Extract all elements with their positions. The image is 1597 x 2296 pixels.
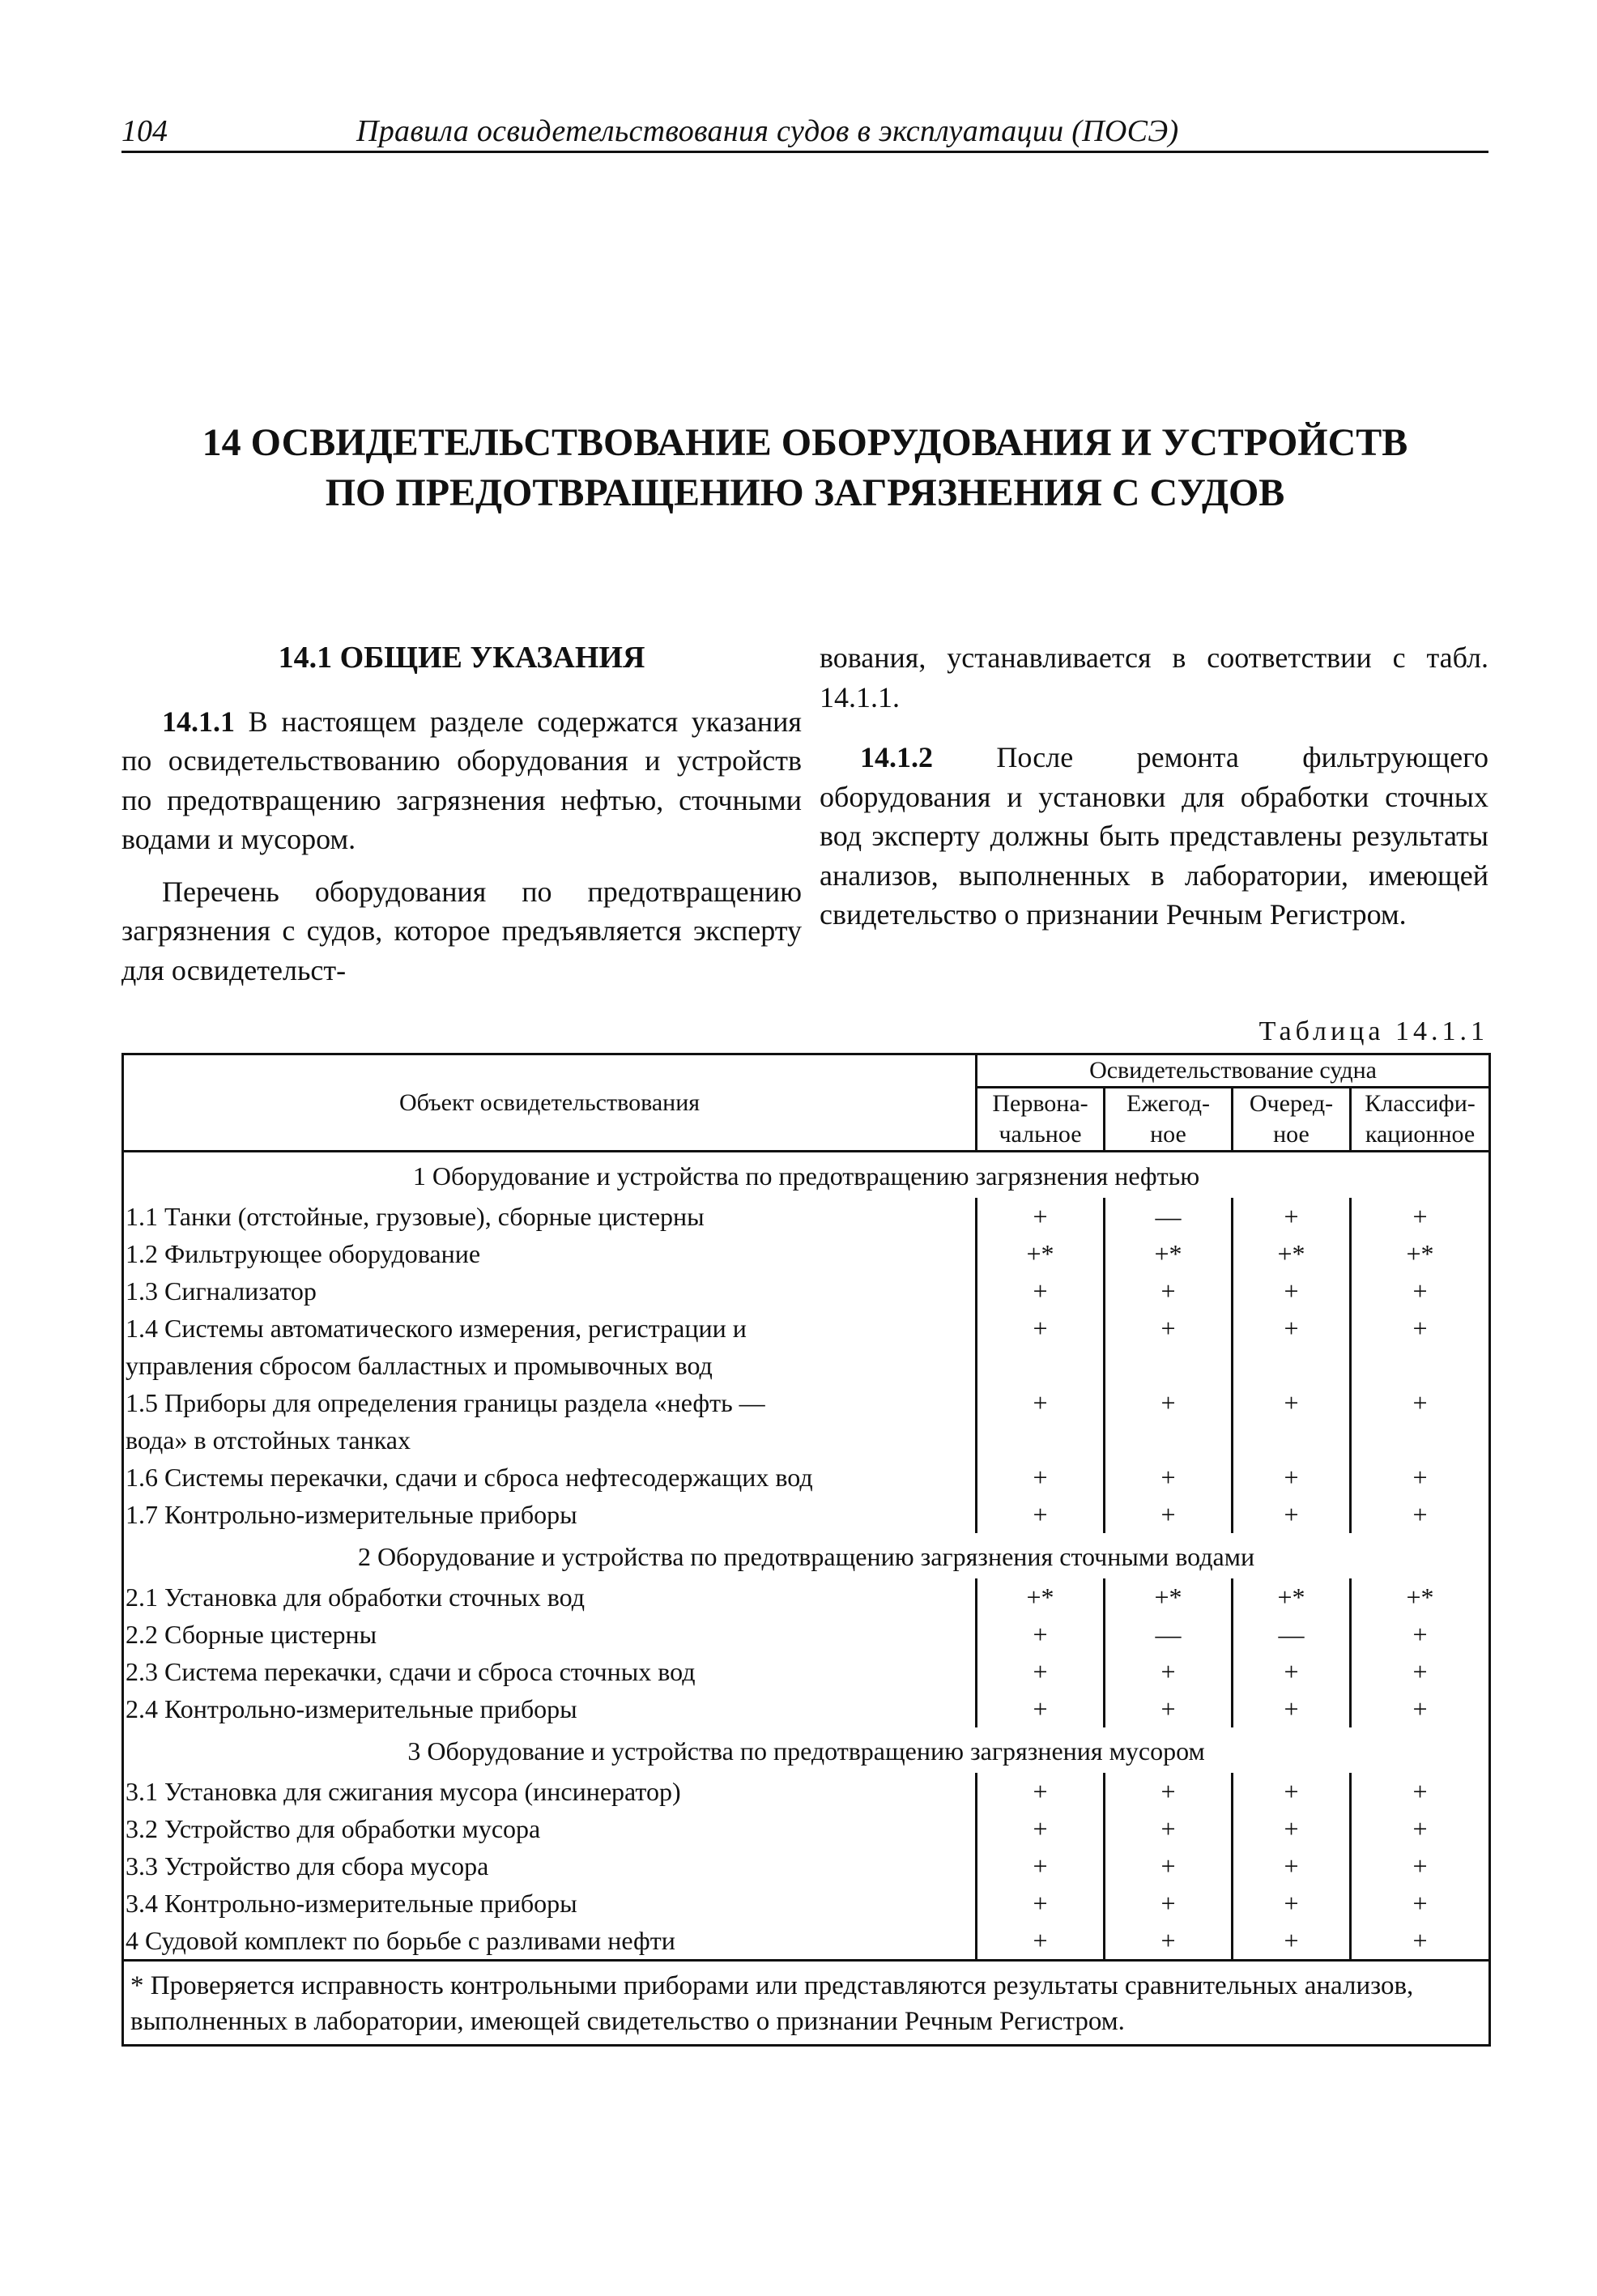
table-row — [123, 1885, 1490, 1922]
column-header — [1105, 1088, 1233, 1152]
column-header-line2: чальное — [999, 1121, 1082, 1148]
survey-mark: + — [1105, 1310, 1233, 1384]
survey-mark: +* — [1105, 1235, 1233, 1272]
object-column-header: Объект освидетельствования — [123, 1054, 977, 1152]
group-row — [123, 1727, 1490, 1773]
survey-mark: + — [977, 1690, 1105, 1727]
object-text: 1.1 Танки (отстойные, грузовые), сборные цистерны — [126, 1202, 705, 1231]
table-row — [123, 1496, 1490, 1533]
paragraph-14-1-2 — [820, 738, 1488, 935]
survey-mark: +* — [1233, 1235, 1351, 1272]
survey-mark: + — [977, 1773, 1105, 1810]
chapter-title-line2: ПО ПРЕДОТВРАЩЕНИЮ ЗАГРЯЗНЕНИЯ С СУДОВ — [325, 471, 1285, 514]
section-heading: 14.1 ОБЩИЕ УКАЗАНИЯ — [278, 641, 645, 675]
survey-mark: + — [1351, 1496, 1490, 1533]
survey-mark: + — [1233, 1496, 1351, 1533]
group-row — [123, 1533, 1490, 1578]
object-text: 1.6 Системы перекачки, сдачи и сброса нефтесодержащих вод — [126, 1463, 813, 1492]
object-text: 2.1 Установка для обработки сточных вод — [126, 1582, 585, 1612]
object-text: 2.3 Система перекачки, сдачи и сброса сточных вод — [126, 1657, 696, 1686]
survey-mark: + — [1233, 1922, 1351, 1961]
object-cell — [123, 1310, 977, 1384]
page-number: 104 — [121, 114, 168, 148]
column-header-line1: Первона- — [992, 1090, 1088, 1117]
table-row — [123, 1310, 1490, 1384]
object-cell — [123, 1384, 977, 1459]
survey-mark: + — [1105, 1847, 1233, 1885]
object-text: 1.7 Контрольно-измерительные приборы — [126, 1500, 577, 1529]
survey-mark: + — [1351, 1616, 1490, 1653]
survey-mark: + — [1351, 1847, 1490, 1885]
survey-mark: + — [977, 1459, 1105, 1496]
object-text: 3.3 Устройство для сбора мусора — [126, 1851, 489, 1881]
survey-mark: — — [1233, 1616, 1351, 1653]
object-text: 4 Судовой комплект по борьбе с разливами нефти — [126, 1926, 675, 1955]
survey-mark: +* — [977, 1235, 1105, 1272]
survey-mark: + — [1105, 1690, 1233, 1727]
survey-mark: + — [1233, 1885, 1351, 1922]
table-row — [123, 1690, 1490, 1727]
survey-mark: + — [1351, 1653, 1490, 1690]
survey-mark: + — [1351, 1922, 1490, 1961]
survey-mark: — — [1105, 1616, 1233, 1653]
object-text: 1.3 Сигнализатор — [126, 1276, 317, 1306]
survey-mark: + — [1351, 1384, 1490, 1459]
object-cell — [123, 1690, 977, 1727]
survey-mark: + — [1233, 1198, 1351, 1235]
object-text: 2.4 Контрольно-измерительные приборы — [126, 1694, 577, 1723]
object-cell — [123, 1885, 977, 1922]
table-footnote: * Проверяется исправность контрольными приборами или представляются результаты сравнительных анализов, выполненных в лаборатории, имеющей свидетельство о признании Речным Регистром. — [123, 1961, 1490, 2046]
survey-mark: + — [1105, 1922, 1233, 1961]
table-row — [123, 1922, 1490, 1961]
object-text-cont: управления сбросом балластных и промывочных вод — [126, 1351, 713, 1380]
table-row — [123, 1459, 1490, 1496]
survey-mark: + — [1105, 1773, 1233, 1810]
table-row — [123, 1272, 1490, 1310]
survey-mark: + — [1105, 1272, 1233, 1310]
column-header — [977, 1088, 1105, 1152]
column-header-line2: ное — [1150, 1121, 1186, 1148]
survey-mark: + — [977, 1272, 1105, 1310]
table-row — [123, 1773, 1490, 1810]
object-cell — [123, 1616, 977, 1653]
footnote-row — [123, 1961, 1490, 2046]
survey-mark: + — [977, 1653, 1105, 1690]
object-cell — [123, 1578, 977, 1616]
survey-mark: +* — [977, 1578, 1105, 1616]
survey-mark: + — [1351, 1310, 1490, 1384]
survey-mark: — — [1105, 1198, 1233, 1235]
survey-mark: + — [1351, 1690, 1490, 1727]
object-cell — [123, 1198, 977, 1235]
survey-mark: + — [977, 1496, 1105, 1533]
table-row — [123, 1616, 1490, 1653]
survey-mark: + — [977, 1616, 1105, 1653]
object-text: 3.2 Устройство для обработки мусора — [126, 1814, 541, 1843]
object-cell — [123, 1773, 977, 1810]
table-row — [123, 1847, 1490, 1885]
survey-mark: + — [1105, 1496, 1233, 1533]
group-row — [123, 1152, 1490, 1199]
column-header — [1233, 1088, 1351, 1152]
survey-mark: + — [1233, 1653, 1351, 1690]
object-cell — [123, 1847, 977, 1885]
object-text-cont: вода» в отстойных танках — [126, 1425, 411, 1455]
object-text: 3.4 Контрольно-измерительные приборы — [126, 1889, 577, 1918]
object-text: 1.2 Фильтрующее оборудование — [126, 1239, 481, 1268]
survey-mark: + — [1233, 1773, 1351, 1810]
chapter-title — [121, 418, 1488, 518]
survey-mark: + — [1105, 1653, 1233, 1690]
column-header-line1: Классифи- — [1365, 1090, 1476, 1117]
table-row — [123, 1235, 1490, 1272]
survey-mark: + — [1351, 1885, 1490, 1922]
object-cell — [123, 1653, 977, 1690]
object-cell — [123, 1235, 977, 1272]
group-title: 1 Оборудование и устройства по предотвращению загрязнения нефтью — [123, 1152, 1490, 1199]
object-cell — [123, 1922, 977, 1961]
group-title: 3 Оборудование и устройства по предотвращению загрязнения мусором — [123, 1727, 1490, 1773]
column-header-line2: кационное — [1365, 1121, 1476, 1148]
clause-text: После ремонта фильтрующего оборудования и установки для обработки сточных вод эксперту должны быть представлены результаты анализов, выполненных в лаборатории, имеющей свидетельство о признании Речным Регистром. — [820, 741, 1488, 931]
table-row — [123, 1578, 1490, 1616]
object-text: 3.1 Установка для сжигания мусора (инсинератор) — [126, 1777, 681, 1806]
table-row — [123, 1384, 1490, 1459]
survey-mark: + — [1351, 1773, 1490, 1810]
object-text: 1.4 Системы автоматического измерения, регистрации и — [126, 1314, 747, 1343]
chapter-title-line1: 14 ОСВИДЕТЕЛЬСТВОВАНИЕ ОБОРУДОВАНИЯ И УСТРОЙСТВ — [202, 421, 1408, 464]
survey-mark: + — [1233, 1310, 1351, 1384]
object-cell — [123, 1810, 977, 1847]
survey-mark: + — [1233, 1459, 1351, 1496]
survey-mark: + — [1351, 1459, 1490, 1496]
text-column-left — [121, 638, 802, 990]
table-row — [123, 1653, 1490, 1690]
survey-mark: + — [1351, 1272, 1490, 1310]
survey-mark: + — [1233, 1847, 1351, 1885]
survey-table — [121, 1053, 1488, 2114]
survey-group-header: Освидетельствование судна — [977, 1054, 1490, 1088]
survey-mark: + — [1233, 1810, 1351, 1847]
survey-mark: + — [977, 1310, 1105, 1384]
object-text: 2.2 Сборные цистерны — [126, 1620, 377, 1649]
column-header-line1: Очеред- — [1249, 1090, 1334, 1117]
survey-mark: + — [977, 1922, 1105, 1961]
survey-mark: + — [977, 1810, 1105, 1847]
column-header-line2: ное — [1273, 1121, 1310, 1148]
survey-mark: + — [1351, 1810, 1490, 1847]
survey-mark: + — [1233, 1690, 1351, 1727]
paragraph-14-1-1 — [121, 702, 802, 859]
survey-mark: +* — [1105, 1578, 1233, 1616]
table-caption: Таблица 14.1.1 — [1258, 1016, 1488, 1046]
paragraph-list-intro: Перечень оборудования по предотвращению загрязнения с судов, которое предъявляется эксперту для освидетельст- — [121, 875, 802, 986]
object-cell — [123, 1496, 977, 1533]
clause-number: 14.1.2 — [860, 741, 933, 773]
survey-mark: +* — [1233, 1578, 1351, 1616]
survey-mark: + — [977, 1198, 1105, 1235]
clause-text: В настоящем разделе содержатся указания по освидетельствованию оборудования и устройств по предотвращению загрязнения нефтью, сточными водами и мусором. — [121, 705, 802, 855]
table-row — [123, 1198, 1490, 1235]
text-column-right — [820, 638, 1488, 935]
clause-number: 14.1.1 — [162, 705, 235, 738]
survey-mark: +* — [1351, 1578, 1490, 1616]
object-cell — [123, 1459, 977, 1496]
survey-mark: + — [1233, 1384, 1351, 1459]
survey-mark: + — [977, 1847, 1105, 1885]
paragraph-list-intro-cont: вования, устанавливается в соответствии с табл. 14.1.1. — [820, 641, 1488, 714]
table-row — [123, 1810, 1490, 1847]
running-title: Правила освидетельствования судов в эксплуатации (ПОСЭ) — [356, 114, 1179, 148]
column-header — [1351, 1088, 1490, 1152]
object-cell — [123, 1272, 977, 1310]
survey-mark: + — [1105, 1810, 1233, 1847]
survey-mark: +* — [1351, 1235, 1490, 1272]
survey-mark: + — [1105, 1459, 1233, 1496]
survey-mark: + — [1105, 1384, 1233, 1459]
object-text: 1.5 Приборы для определения границы раздела «нефть — — [126, 1388, 765, 1417]
header-rule — [121, 151, 1488, 153]
group-title: 2 Оборудование и устройства по предотвращению загрязнения сточными водами — [123, 1533, 1490, 1578]
column-header-line1: Ежегод- — [1126, 1090, 1210, 1117]
survey-mark: + — [977, 1885, 1105, 1922]
survey-mark: + — [1233, 1272, 1351, 1310]
survey-mark: + — [977, 1384, 1105, 1459]
survey-mark: + — [1105, 1885, 1233, 1922]
survey-mark: + — [1351, 1198, 1490, 1235]
